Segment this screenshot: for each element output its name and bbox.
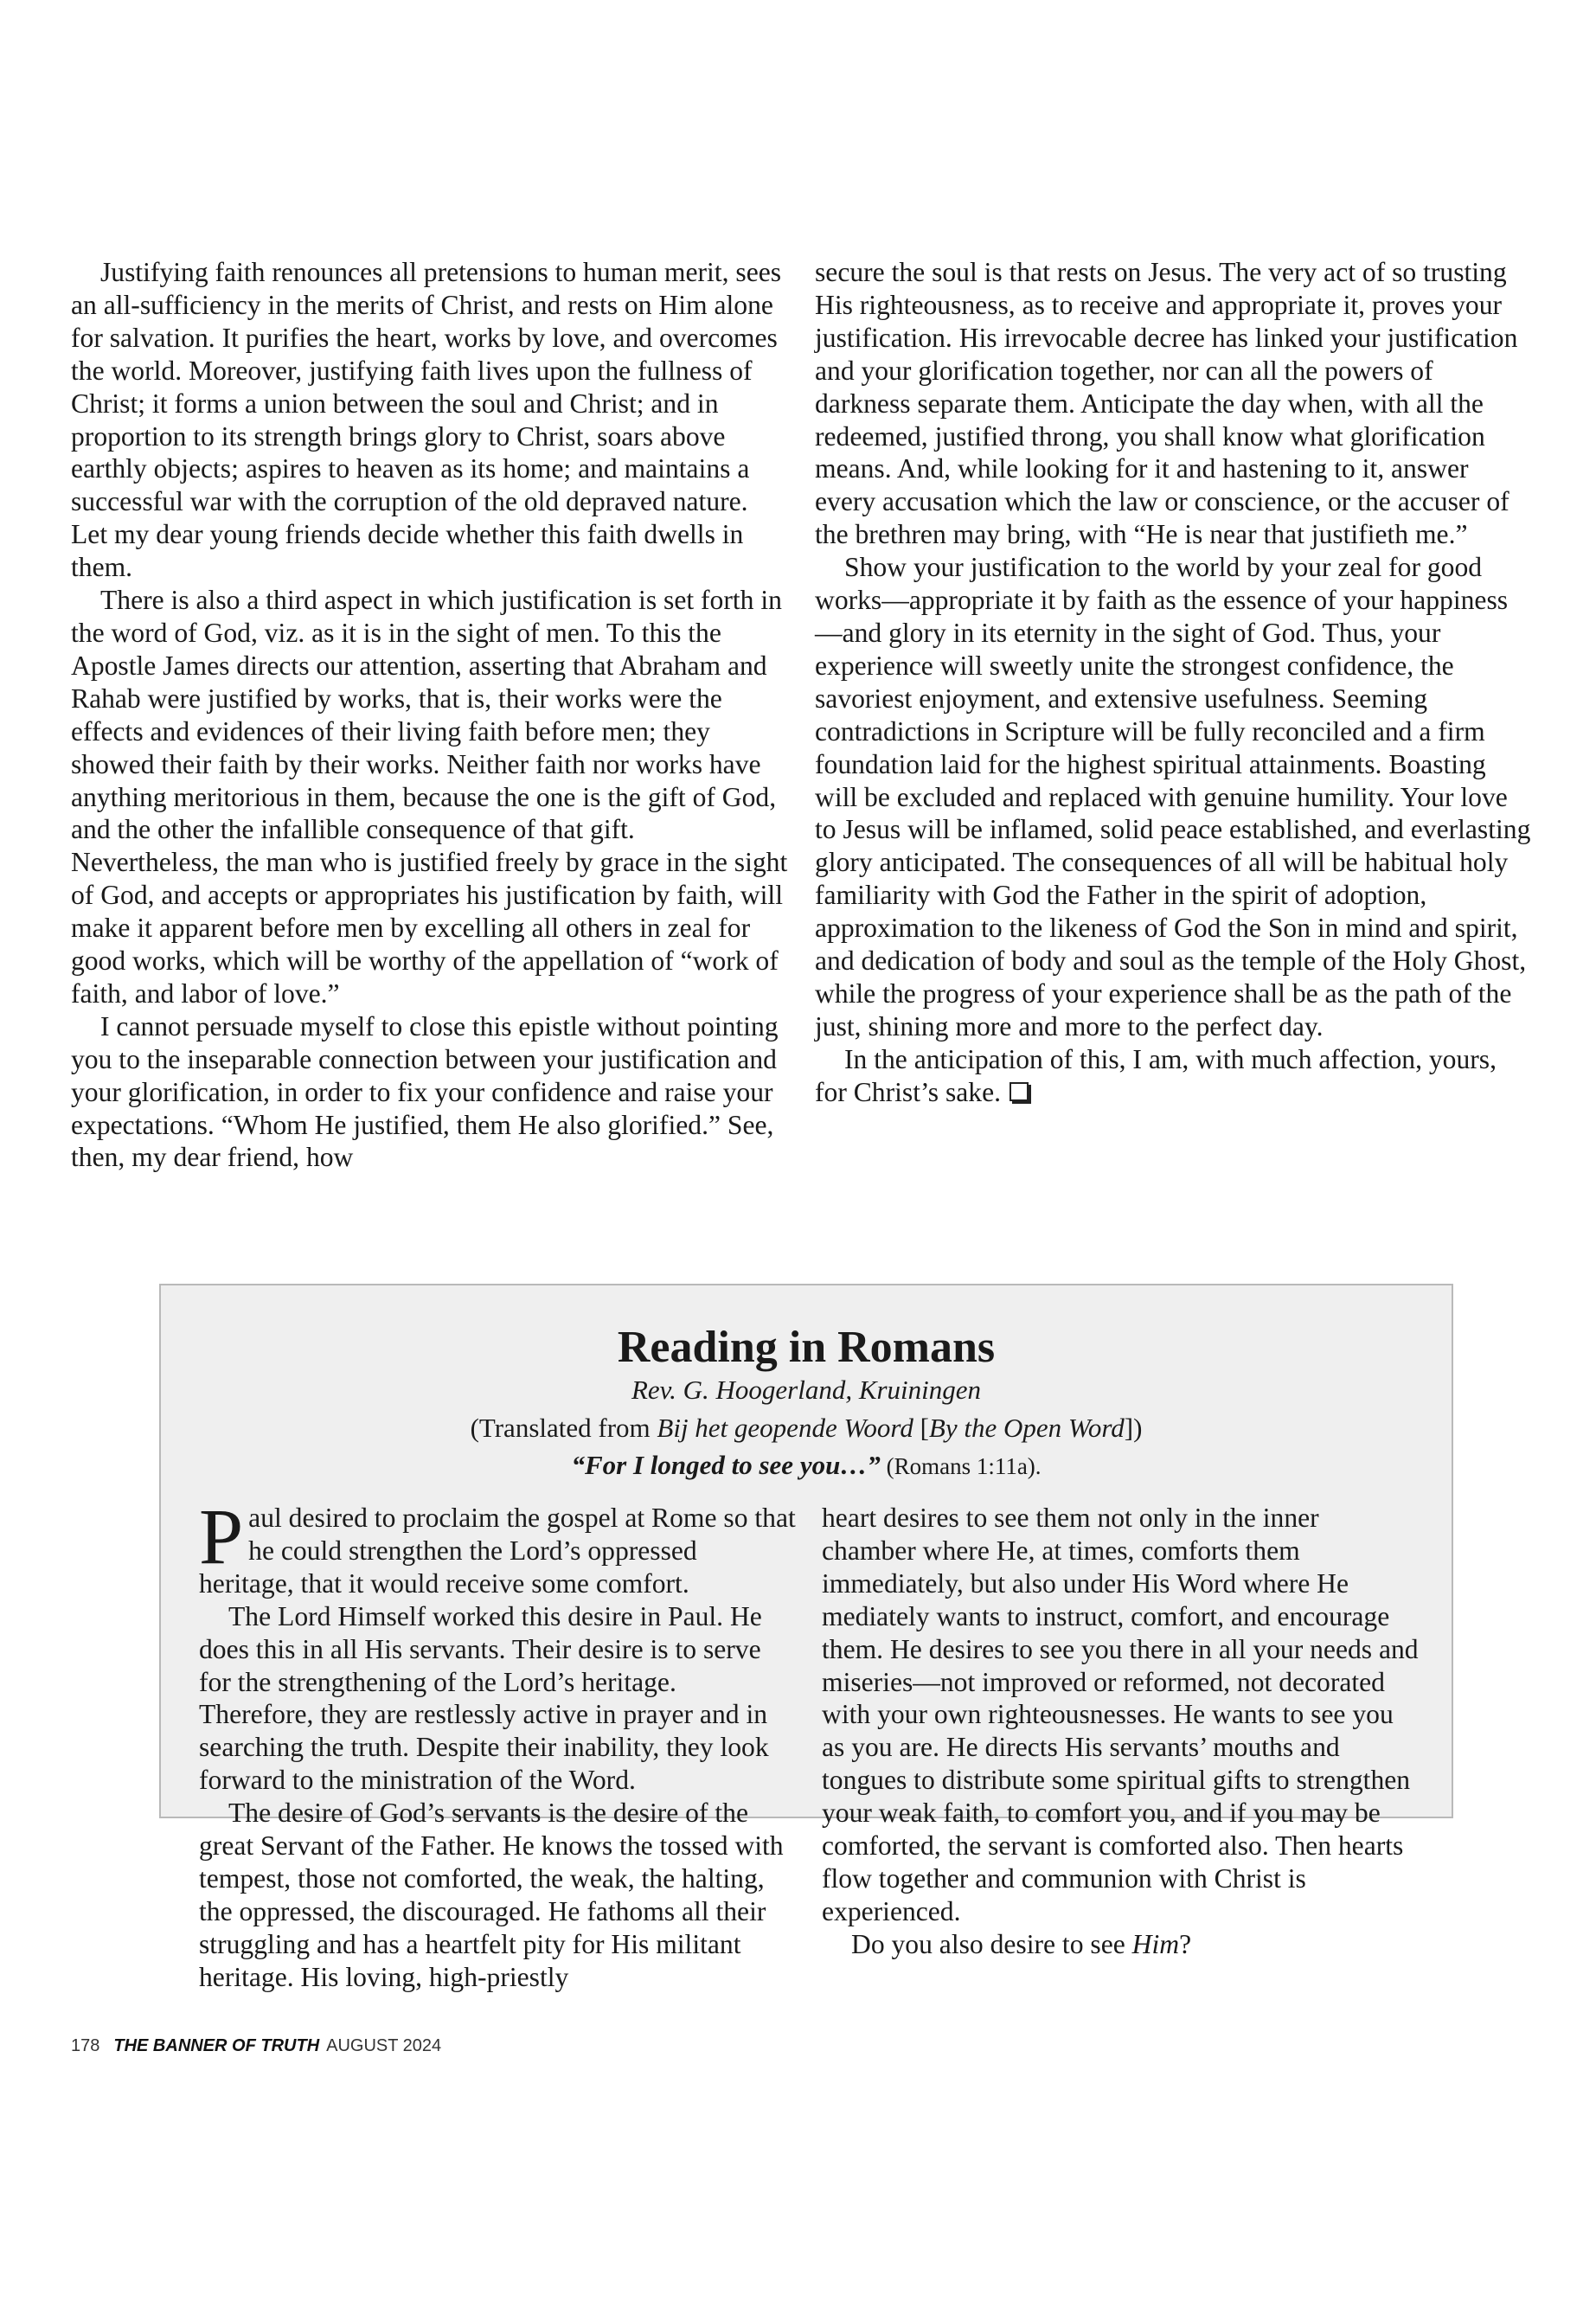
closing-emphasis: Him xyxy=(1131,1928,1180,1959)
sidebar-paragraph: heart desires to see them not only in the inner chamber where He, at times, comforts them immediately, but also under His Word where He mediately wants to instruct, comfort, and encourage them. He desires to see you there in all your needs and miseries—not improved or reformed, not decorated with your own righteousnesses. He wants to see you as you are. He directs His servants’ mouths and tongues to distribute some spiritual gifts to strengthen your weak faith, to comfort you, and if you may be comforted, the servant is comforted also. Then hearts flow together and communion with Christ is experienced. xyxy=(822,1503,1419,1926)
verse-quote: “For I longed to see you…” xyxy=(571,1450,881,1480)
sidebar-closing-question xyxy=(822,1928,1419,1961)
sidebar-left-column xyxy=(199,1492,796,1994)
sidebar-opening-text: aul desired to proclaim the gospel at Rome so that he could strengthen the Lord’s oppressed heritage, that it would receive some comfort. xyxy=(199,1503,796,1599)
article-body xyxy=(71,256,1533,1216)
article-left-column xyxy=(71,256,789,1216)
article-paragraph: Justifying faith renounces all pretensions to human merit, sees an all-sufficiency in the merits of Christ, and rests on Him alone for salvation. It purifies the heart, works by love, and overcomes the world. Moreover, justifying faith lives upon the fullness of Christ; it forms a union between the soul and Christ; and in proportion to its strength brings glory to Christ, soars above earthly objects; aspires to heaven as its home; and maintains a successful war with the corruption of the old depraved nature. Let my dear young friends decide whether this faith dwells in them. xyxy=(71,257,782,583)
translation-suffix: ]) xyxy=(1124,1413,1143,1443)
drop-cap: P xyxy=(199,1492,244,1580)
article-paragraph: secure the soul is that rests on Jesus. The very act of so trusting His righteousness, as to receive and appropriate it, proves your justification. His irrevocable decree has linked your justification and your glorification together, nor can all the powers of darkness separate them. Anticipate the day when, with all the redeemed, justified throng, you shall know what glorification means. And, while looking for it and hastening to it, answer every accusation which the law or conscience, or the accuser of the brethren may bring, with “He is near that justifieth me.” xyxy=(815,257,1518,550)
translation-mid: [ xyxy=(913,1413,929,1443)
closing-suffix: ? xyxy=(1179,1928,1192,1959)
sidebar-title: Reading in Romans xyxy=(617,1323,996,1372)
sidebar-paragraph: The Lord Himself worked this desire in Paul. He does this in all His servants. Their desire is to serve for the strengthening of the Lord’s heritage. Therefore, they are restlessly active in prayer and in searching the truth. Despite their inability, they look forward to the ministration of the Word. xyxy=(199,1600,769,1796)
translation-source-title: Bij het geopende Woord xyxy=(657,1413,913,1443)
closing-prefix: Do you also desire to see xyxy=(851,1928,1132,1959)
article-paragraph: There is also a third aspect in which justification is set forth in the word of God, viz. as it is in the sight of men. To this the Apostle James directs our attention, asserting that Abraham and Rahab were justified by works, that is, their works were the effects and evidences of their living faith before men; they showed their faith by their works. Neither faith nor works have anything meritorious in them, because the one is the gift of God, and the other the infallible consequence of that gift. Nevertheless, the man who is justified freely by grace in the sight of God, and accepts or appropriates his justification by faith, will make it apparent before men by excelling all others in zeal for good works, which will be worthy of the appellation of “work of faith, and labor of love.” xyxy=(71,585,788,1009)
article-closing-text: In the anticipation of this, I am, with much affection, yours, for Christ’s sake. xyxy=(815,1043,1497,1107)
page-footer xyxy=(71,2035,441,2056)
publication-name: THE BANNER OF TRUTH xyxy=(113,2036,320,2055)
sidebar-body xyxy=(199,1492,1419,1994)
translation-prefix: (Translated from xyxy=(470,1413,657,1443)
end-of-article-box-icon xyxy=(1010,1082,1029,1101)
sidebar-paragraph xyxy=(199,1492,796,1600)
article-right-column xyxy=(815,256,1533,1216)
sidebar-author: Rev. G. Hoogerland, Kruiningen xyxy=(631,1375,982,1405)
article-closing-paragraph xyxy=(815,1043,1533,1109)
page-number: 178 xyxy=(71,2036,100,2055)
reading-in-romans-sidebar xyxy=(159,1284,1453,1992)
verse-reference: (Romans 1:11a). xyxy=(880,1453,1042,1479)
sidebar-translation-note xyxy=(161,1412,1452,1445)
sidebar-right-column xyxy=(822,1502,1419,1994)
sidebar-paragraph: The desire of God’s servants is the desire of the great Servant of the Father. He knows the tossed with tempest, those not comforted, the weak, the halting, the oppressed, the discouraged. He fathoms all their struggling and has a heartfelt pity for His militant heritage. His loving, high-priestly xyxy=(199,1798,784,1992)
issue-date: AUGUST 2024 xyxy=(326,2036,442,2055)
article-paragraph: Show your justification to the world by your zeal for good works—appropriate it by faith as the essence of your happiness—and glory in its eternity in the sight of God. Thus, your experience will sweetly unite the strongest confidence, the savoriest enjoyment, and extensive usefulness. Seeming contradictions in Scripture will be fully reconciled and a firm foundation laid for the highest spiritual attainments. Boasting will be excluded and replaced with genuine humility. Your love to Jesus will be inflamed, solid peace established, and everlasting glory anticipated. The consequences of all will be habitual holy familiarity with God the Father in the spirit of adoption, approximation to the likeness of God the Son in mind and spirit, and dedication of body and soul as the temple of the Holy Ghost, while the progress of your experience shall be as the path of the just, shining more and more to the perfect day. xyxy=(815,552,1531,1042)
article-paragraph: I cannot persuade myself to close this epistle without pointing you to the inseparable connection between your justification and your glorification, in order to fix your confidence and raise your expectations. “Whom He justified, them He also glorified.” See, then, my dear friend, how xyxy=(71,1010,779,1173)
sidebar-verse xyxy=(161,1450,1452,1482)
translation-english-title: By the Open Word xyxy=(928,1413,1125,1443)
